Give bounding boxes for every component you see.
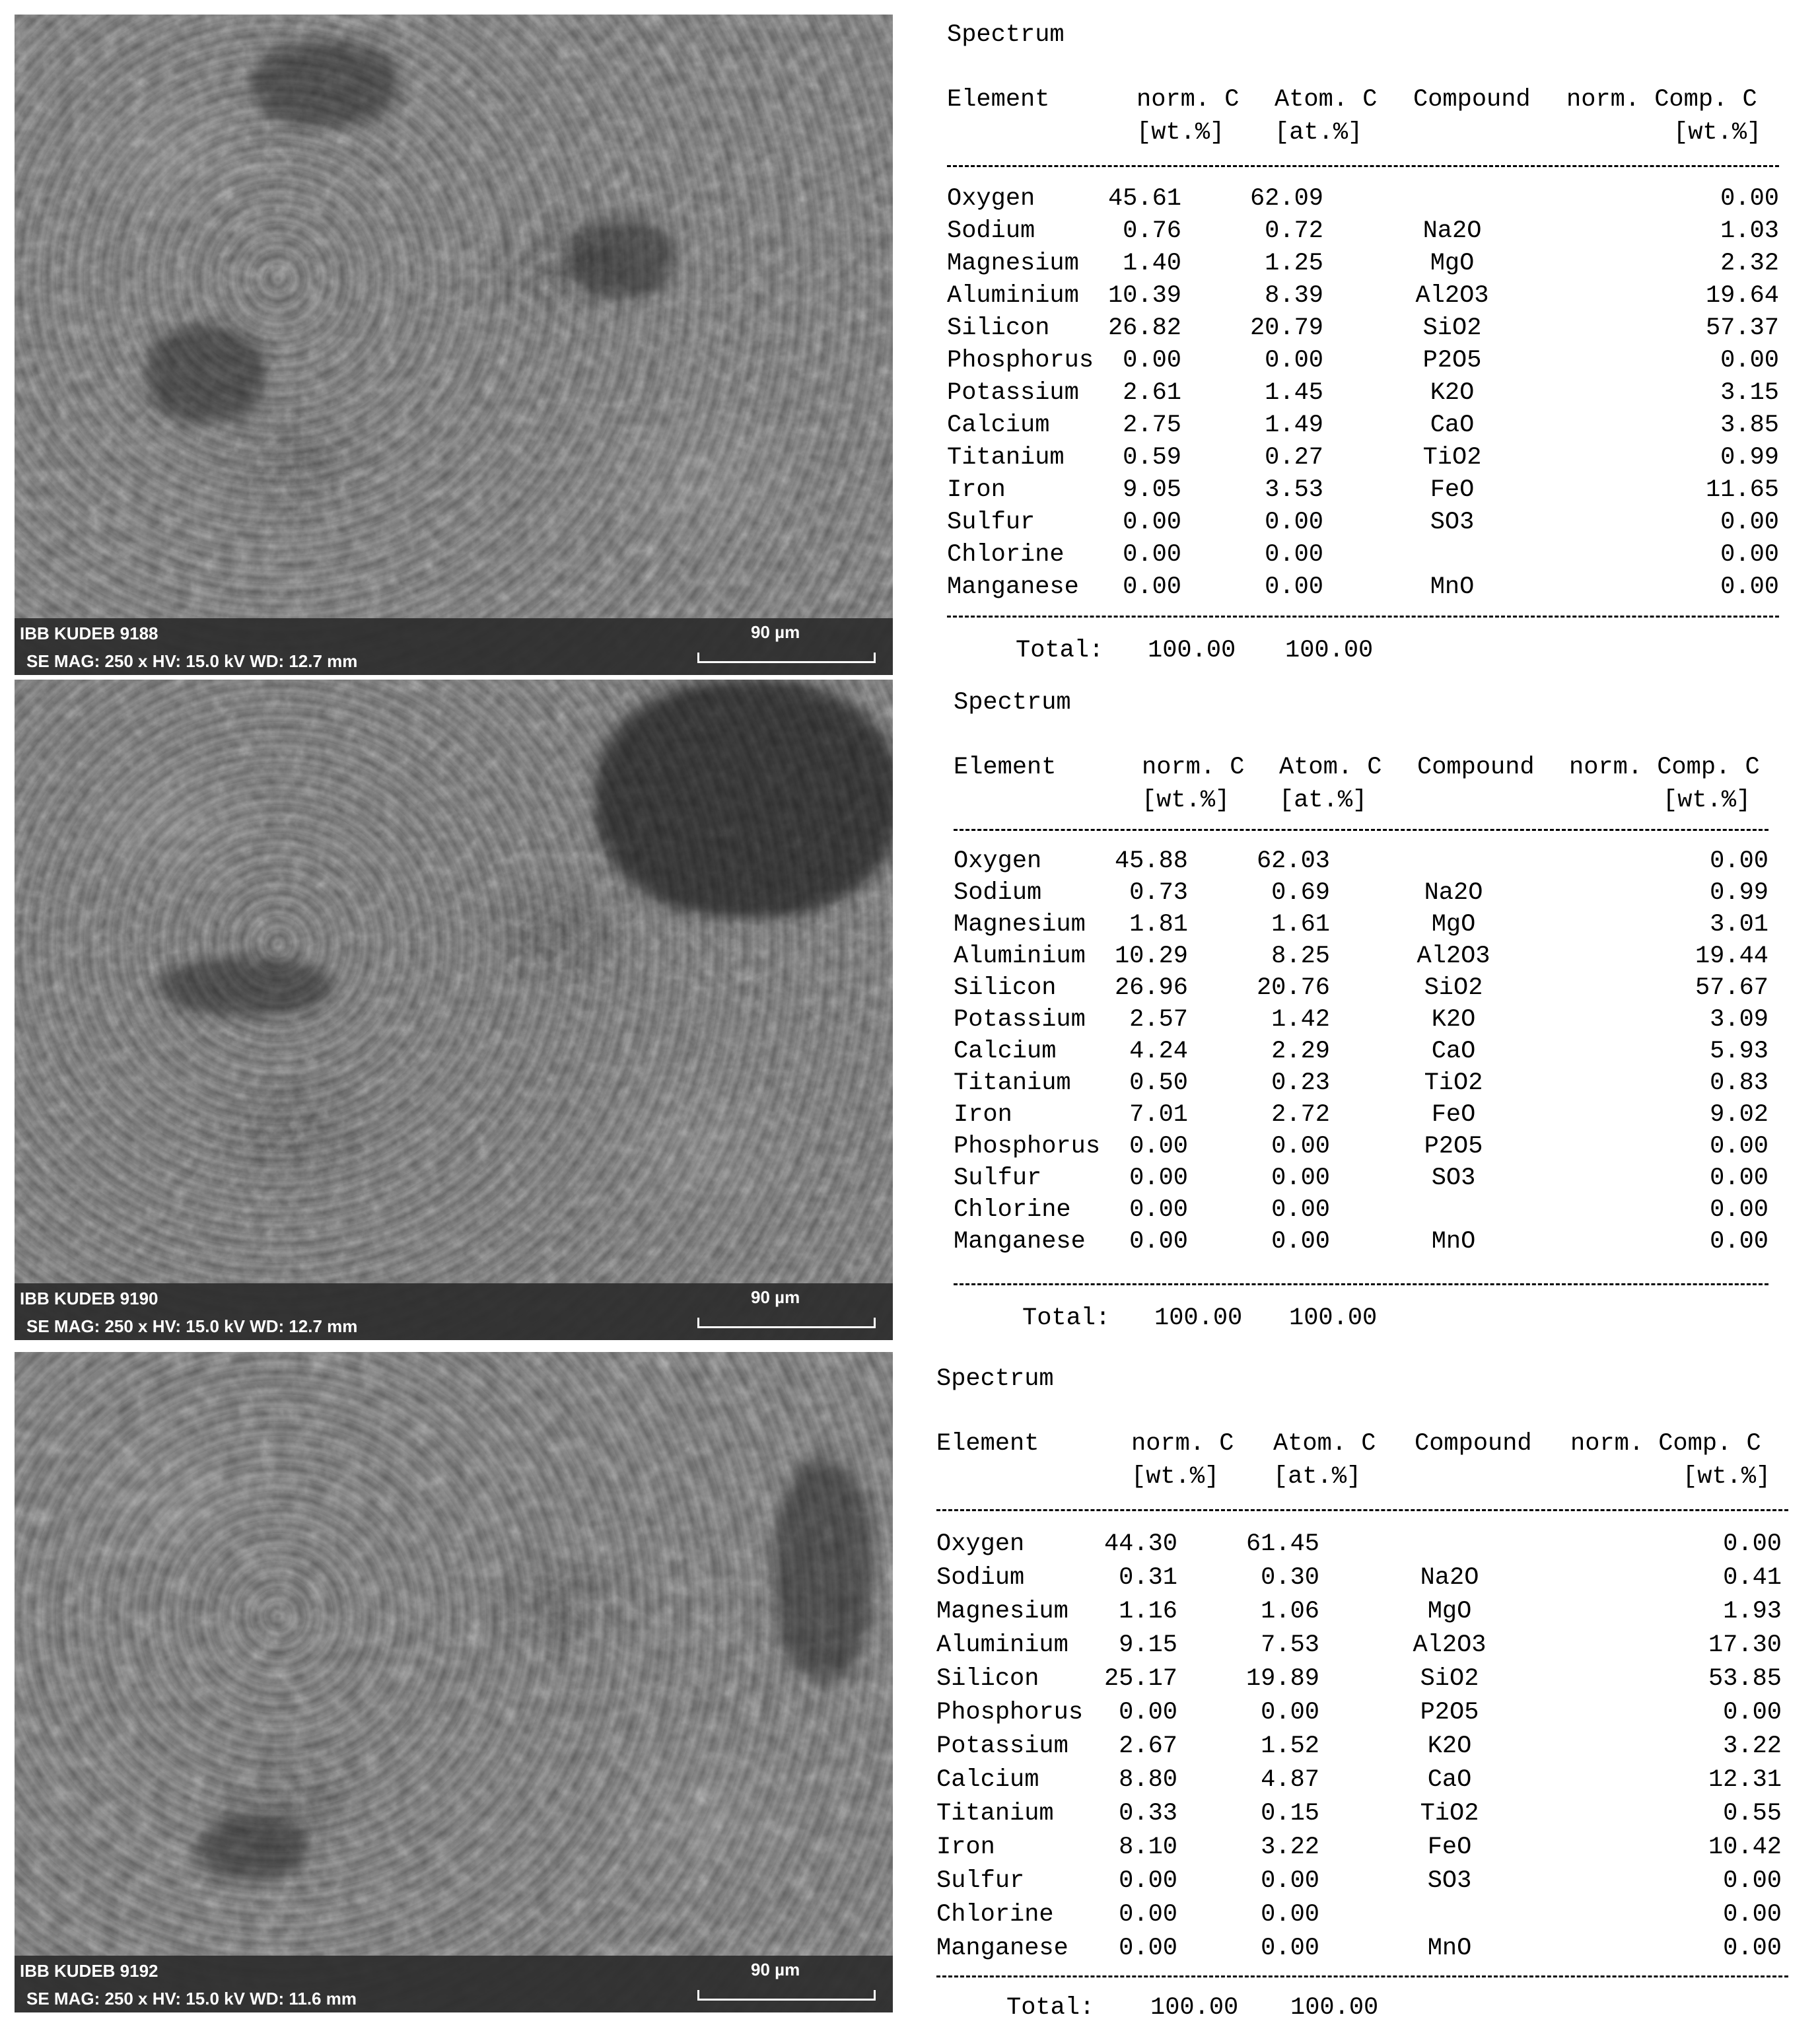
atom-c-value: 0.00: [1265, 541, 1323, 569]
compound-name: K2O: [1431, 1006, 1476, 1034]
unit-comp-wt: [wt.%]: [1673, 119, 1762, 147]
table-row: [936, 1833, 1795, 1866]
comp-c-value: 1.03: [1720, 217, 1779, 245]
norm-c-value: 0.00: [1119, 1699, 1177, 1726]
header-atom-c: Atom. C: [1279, 754, 1382, 781]
comp-c-value: 0.00: [1723, 1530, 1782, 1558]
table-row: [936, 1732, 1795, 1765]
norm-c-value: 45.88: [1114, 847, 1188, 875]
norm-c-value: 9.05: [1123, 476, 1181, 504]
norm-c-value: 8.10: [1119, 1833, 1177, 1861]
comp-c-value: 0.00: [1720, 573, 1779, 601]
compound-name: MgO: [1430, 250, 1475, 277]
divider: [936, 1509, 1788, 1511]
element-name: Silicon: [954, 974, 1057, 1002]
atom-c-value: 1.52: [1261, 1732, 1319, 1760]
table-row: [936, 1699, 1795, 1731]
comp-c-value: 0.00: [1723, 1901, 1782, 1929]
norm-c-value: 0.73: [1129, 879, 1188, 907]
compound-name: MnO: [1431, 1228, 1476, 1256]
compound-name: Na2O: [1420, 1564, 1479, 1592]
element-name: Sulfur: [947, 509, 1035, 536]
norm-c-value: 8.80: [1119, 1766, 1177, 1794]
element-name: Calcium: [936, 1766, 1039, 1794]
table-row: [936, 1800, 1795, 1832]
element-name: Oxygen: [947, 185, 1035, 213]
table-row: [947, 314, 1805, 347]
norm-c-value: 2.57: [1129, 1006, 1188, 1034]
table-row: [954, 1038, 1812, 1070]
norm-c-value: 2.61: [1123, 379, 1181, 407]
header-norm-c: norm. C: [1137, 86, 1240, 114]
norm-c-value: 0.00: [1123, 509, 1181, 536]
comp-c-value: 0.00: [1710, 1228, 1768, 1256]
table-row: [954, 911, 1812, 943]
element-name: Aluminium: [947, 282, 1079, 310]
comp-c-value: 3.01: [1710, 911, 1768, 939]
header-compound: Compound: [1413, 86, 1531, 114]
compound-name: SO3: [1427, 1867, 1472, 1895]
divider: [954, 829, 1768, 831]
atom-c-value: 0.00: [1265, 509, 1323, 536]
total-at: 100.00: [1289, 1304, 1378, 1332]
header-compound: Compound: [1415, 1430, 1532, 1458]
imaging-params: SE MAG: 250 x HV: 15.0 kV WD: 12.7 mm: [26, 651, 358, 671]
total-at: 100.00: [1285, 637, 1374, 664]
compound-name: MgO: [1427, 1598, 1472, 1625]
comp-c-value: 0.00: [1710, 1133, 1768, 1160]
comp-c-value: 9.02: [1710, 1101, 1768, 1129]
unit-comp-wt: [wt.%]: [1663, 787, 1751, 814]
header-compound: Compound: [1417, 754, 1535, 781]
element-name: Sulfur: [954, 1164, 1042, 1192]
element-name: Iron: [954, 1101, 1012, 1129]
scale-bar: [697, 1318, 876, 1328]
unit-at: [at.%]: [1279, 787, 1368, 814]
sem-micrograph: [15, 1352, 893, 2012]
compound-name: CaO: [1427, 1766, 1472, 1794]
element-name: Chlorine: [936, 1901, 1054, 1929]
atom-c-value: 62.03: [1256, 847, 1330, 875]
element-name: Titanium: [947, 444, 1065, 472]
compound-name: Na2O: [1424, 879, 1483, 907]
element-name: Magnesium: [936, 1598, 1068, 1625]
norm-c-value: 0.31: [1119, 1564, 1177, 1592]
norm-c-value: 0.00: [1119, 1867, 1177, 1895]
norm-c-value: 26.96: [1114, 974, 1188, 1002]
scale-bar: [697, 653, 876, 663]
table-row: [947, 379, 1805, 411]
element-name: Aluminium: [954, 942, 1086, 970]
total-wt: 100.00: [1154, 1304, 1243, 1332]
norm-c-value: 10.29: [1114, 942, 1188, 970]
scale-bar-label: 90 µm: [751, 1960, 800, 1979]
unit-wt: [wt.%]: [1137, 119, 1225, 147]
comp-c-value: 0.00: [1710, 1164, 1768, 1192]
header-norm-comp-c: norm. Comp. C: [1570, 1430, 1761, 1458]
comp-c-value: 0.00: [1710, 847, 1768, 875]
table-row: [936, 1901, 1795, 1933]
norm-c-value: 1.16: [1119, 1598, 1177, 1625]
sem-micrograph: [15, 15, 893, 675]
table-row: [947, 509, 1805, 541]
table-row: [936, 1564, 1795, 1596]
atom-c-value: 0.00: [1271, 1196, 1330, 1224]
element-name: Potassium: [947, 379, 1079, 407]
norm-c-value: 7.01: [1129, 1101, 1188, 1129]
norm-c-value: 0.33: [1119, 1800, 1177, 1828]
atom-c-value: 8.39: [1265, 282, 1323, 310]
atom-c-value: 2.29: [1271, 1038, 1330, 1065]
comp-c-value: 10.42: [1708, 1833, 1782, 1861]
atom-c-value: 62.09: [1249, 185, 1323, 213]
atom-c-value: 0.00: [1261, 1901, 1319, 1929]
divider: [947, 165, 1779, 167]
norm-c-value: 26.82: [1107, 314, 1181, 342]
comp-c-value: 0.41: [1723, 1564, 1782, 1592]
element-name: Sodium: [936, 1564, 1025, 1592]
comp-c-value: 0.00: [1720, 541, 1779, 569]
header-atom-c: Atom. C: [1275, 86, 1378, 114]
compound-name: FeO: [1430, 476, 1475, 504]
atom-c-value: 4.87: [1261, 1766, 1319, 1794]
table-row: [947, 347, 1805, 379]
atom-c-value: 2.72: [1271, 1101, 1330, 1129]
comp-c-value: 2.32: [1720, 250, 1779, 277]
comp-c-value: 0.00: [1720, 347, 1779, 374]
table-row: [936, 1631, 1795, 1664]
element-name: Chlorine: [947, 541, 1065, 569]
header-atom-c: Atom. C: [1273, 1430, 1376, 1458]
comp-c-value: 53.85: [1708, 1665, 1782, 1693]
atom-c-value: 1.61: [1271, 911, 1330, 939]
total-label: Total:: [1016, 637, 1104, 664]
comp-c-value: 0.00: [1723, 1867, 1782, 1895]
table-row: [936, 1935, 1795, 1967]
comp-c-value: 0.99: [1720, 444, 1779, 472]
norm-c-value: 0.00: [1123, 573, 1181, 601]
element-name: Silicon: [936, 1665, 1039, 1693]
atom-c-value: 0.23: [1271, 1069, 1330, 1097]
element-name: Sulfur: [936, 1867, 1025, 1895]
comp-c-value: 57.37: [1705, 314, 1779, 342]
atom-c-value: 0.72: [1265, 217, 1323, 245]
sample-id: IBB KUDEB 9192: [20, 1961, 158, 1981]
compound-name: Na2O: [1422, 217, 1482, 245]
atom-c-value: 0.00: [1265, 347, 1323, 374]
compound-name: TiO2: [1424, 1069, 1483, 1097]
table-row: [947, 282, 1805, 314]
table-row: [947, 444, 1805, 476]
compound-name: MgO: [1431, 911, 1476, 939]
table-row: [954, 1006, 1812, 1038]
table-row: [936, 1598, 1795, 1630]
norm-c-value: 0.59: [1123, 444, 1181, 472]
total-wt: 100.00: [1150, 1994, 1239, 2022]
compound-name: Al2O3: [1415, 282, 1489, 310]
element-name: Iron: [936, 1833, 995, 1861]
element-name: Potassium: [936, 1732, 1068, 1760]
comp-c-value: 11.65: [1705, 476, 1779, 504]
compound-name: FeO: [1427, 1833, 1472, 1861]
element-name: Phosphorus: [936, 1699, 1084, 1726]
total-label: Total:: [1022, 1304, 1111, 1332]
compound-name: MnO: [1427, 1935, 1472, 1962]
unit-at: [at.%]: [1275, 119, 1363, 147]
compound-name: K2O: [1427, 1732, 1472, 1760]
compound-name: SiO2: [1422, 314, 1482, 342]
comp-c-value: 1.93: [1723, 1598, 1782, 1625]
comp-c-value: 0.00: [1723, 1699, 1782, 1726]
comp-c-value: 3.15: [1720, 379, 1779, 407]
scale-bar-label: 90 µm: [751, 1287, 800, 1307]
unit-wt: [wt.%]: [1142, 787, 1230, 814]
atom-c-value: 61.45: [1245, 1530, 1319, 1558]
element-name: Titanium: [954, 1069, 1071, 1097]
table-row: [936, 1766, 1795, 1798]
norm-c-value: 1.40: [1123, 250, 1181, 277]
atom-c-value: 3.53: [1265, 476, 1323, 504]
scale-bar-label: 90 µm: [751, 622, 800, 642]
norm-c-value: 0.76: [1123, 217, 1181, 245]
header-norm-c: norm. C: [1142, 754, 1245, 781]
compound-name: Al2O3: [1417, 942, 1490, 970]
atom-c-value: 0.00: [1261, 1867, 1319, 1895]
atom-c-value: 19.89: [1245, 1665, 1319, 1693]
element-name: Iron: [947, 476, 1006, 504]
imaging-params: SE MAG: 250 x HV: 15.0 kV WD: 11.6 mm: [26, 1989, 357, 2009]
sample-id: IBB KUDEB 9188: [20, 623, 158, 643]
sample-id: IBB KUDEB 9190: [20, 1289, 158, 1308]
compound-name: K2O: [1430, 379, 1475, 407]
atom-c-value: 20.79: [1249, 314, 1323, 342]
compound-name: CaO: [1430, 411, 1475, 439]
element-name: Chlorine: [954, 1196, 1071, 1224]
header-norm-c: norm. C: [1131, 1430, 1234, 1458]
element-name: Aluminium: [936, 1631, 1068, 1659]
atom-c-value: 1.06: [1261, 1598, 1319, 1625]
atom-c-value: 0.00: [1261, 1699, 1319, 1726]
total-wt: 100.00: [1148, 637, 1236, 664]
atom-c-value: 0.69: [1271, 879, 1330, 907]
compound-name: P2O5: [1420, 1699, 1479, 1726]
element-name: Magnesium: [954, 911, 1086, 939]
atom-c-value: 1.45: [1265, 379, 1323, 407]
norm-c-value: 0.00: [1123, 347, 1181, 374]
element-name: Calcium: [954, 1038, 1057, 1065]
header-element: Element: [947, 86, 1050, 114]
norm-c-value: 2.67: [1119, 1732, 1177, 1760]
atom-c-value: 0.00: [1261, 1935, 1319, 1962]
table-row: [936, 1665, 1795, 1697]
norm-c-value: 10.39: [1107, 282, 1181, 310]
comp-c-value: 0.55: [1723, 1800, 1782, 1828]
norm-c-value: 0.50: [1129, 1069, 1188, 1097]
sem-micrograph: [15, 680, 893, 1340]
compound-name: SiO2: [1424, 974, 1483, 1002]
norm-c-value: 0.00: [1129, 1228, 1188, 1256]
comp-c-value: 3.85: [1720, 411, 1779, 439]
norm-c-value: 0.00: [1129, 1133, 1188, 1160]
norm-c-value: 0.00: [1119, 1901, 1177, 1929]
norm-c-value: 45.61: [1107, 185, 1181, 213]
atom-c-value: 7.53: [1261, 1631, 1319, 1659]
norm-c-value: 1.81: [1129, 911, 1188, 939]
norm-c-value: 44.30: [1103, 1530, 1177, 1558]
micrograph-texture: [15, 1352, 893, 2012]
comp-c-value: 19.44: [1695, 942, 1768, 970]
norm-c-value: 25.17: [1103, 1665, 1177, 1693]
divider: [954, 1283, 1768, 1285]
element-name: Manganese: [947, 573, 1079, 601]
comp-c-value: 5.93: [1710, 1038, 1768, 1065]
comp-c-value: 12.31: [1708, 1766, 1782, 1794]
element-name: Oxygen: [954, 847, 1042, 875]
comp-c-value: 0.99: [1710, 879, 1768, 907]
unit-wt: [wt.%]: [1131, 1463, 1220, 1491]
table-row: [954, 847, 1812, 880]
unit-comp-wt: [wt.%]: [1683, 1463, 1771, 1491]
total-at: 100.00: [1290, 1994, 1379, 2022]
header-norm-comp-c: norm. Comp. C: [1569, 754, 1760, 781]
micrograph-databar: [15, 1283, 893, 1340]
compound-name: TiO2: [1420, 1800, 1479, 1828]
element-name: Potassium: [954, 1006, 1086, 1034]
element-name: Calcium: [947, 411, 1050, 439]
table-row: [947, 476, 1805, 509]
norm-c-value: 0.00: [1129, 1196, 1188, 1224]
compound-name: Al2O3: [1413, 1631, 1487, 1659]
atom-c-value: 8.25: [1271, 942, 1330, 970]
table-row: [954, 1069, 1812, 1102]
table-row: [954, 1164, 1812, 1197]
table-row: [954, 1133, 1812, 1165]
norm-c-value: 0.00: [1129, 1164, 1188, 1192]
comp-c-value: 17.30: [1708, 1631, 1782, 1659]
table-row: [947, 185, 1805, 217]
compound-name: SiO2: [1420, 1665, 1479, 1693]
comp-c-value: 0.83: [1710, 1069, 1768, 1097]
norm-c-value: 4.24: [1129, 1038, 1188, 1065]
header-element: Element: [936, 1430, 1039, 1458]
divider: [936, 1975, 1788, 1977]
element-name: Oxygen: [936, 1530, 1025, 1558]
compound-name: TiO2: [1422, 444, 1482, 472]
comp-c-value: 0.00: [1723, 1935, 1782, 1962]
compound-name: SO3: [1431, 1164, 1476, 1192]
compound-name: FeO: [1431, 1101, 1476, 1129]
atom-c-value: 0.30: [1261, 1564, 1319, 1592]
table-row: [936, 1530, 1795, 1563]
atom-c-value: 1.25: [1265, 250, 1323, 277]
element-name: Sodium: [947, 217, 1035, 245]
comp-c-value: 0.00: [1720, 185, 1779, 213]
scale-bar: [697, 1990, 876, 2001]
atom-c-value: 0.00: [1265, 573, 1323, 601]
comp-c-value: 0.00: [1710, 1196, 1768, 1224]
table-row: [947, 250, 1805, 282]
unit-at: [at.%]: [1273, 1463, 1362, 1491]
norm-c-value: 2.75: [1123, 411, 1181, 439]
atom-c-value: 1.42: [1271, 1006, 1330, 1034]
micrograph-databar: [15, 618, 893, 675]
atom-c-value: 1.49: [1265, 411, 1323, 439]
compound-name: MnO: [1430, 573, 1475, 601]
compound-name: CaO: [1431, 1038, 1476, 1065]
spectrum-title: Spectrum: [936, 1365, 1054, 1393]
table-row: [954, 1196, 1812, 1228]
atom-c-value: 0.27: [1265, 444, 1323, 472]
micrograph-databar: [15, 1956, 893, 2012]
spectrum-title: Spectrum: [954, 689, 1071, 717]
atom-c-value: 0.00: [1271, 1228, 1330, 1256]
element-name: Phosphorus: [954, 1133, 1101, 1160]
compound-name: SO3: [1430, 509, 1475, 536]
table-row: [947, 411, 1805, 444]
atom-c-value: 0.00: [1271, 1164, 1330, 1192]
atom-c-value: 0.00: [1271, 1133, 1330, 1160]
atom-c-value: 3.22: [1261, 1833, 1319, 1861]
table-row: [954, 942, 1812, 975]
element-name: Magnesium: [947, 250, 1079, 277]
header-element: Element: [954, 754, 1057, 781]
table-row: [947, 573, 1805, 606]
table-row: [954, 1101, 1812, 1133]
table-row: [954, 1228, 1812, 1260]
element-name: Manganese: [936, 1935, 1068, 1962]
norm-c-value: 0.00: [1119, 1935, 1177, 1962]
table-row: [936, 1867, 1795, 1900]
table-row: [947, 217, 1805, 250]
element-name: Titanium: [936, 1800, 1054, 1828]
table-row: [947, 541, 1805, 573]
element-name: Phosphorus: [947, 347, 1094, 374]
table-row: [954, 879, 1812, 911]
table-row: [954, 974, 1812, 1007]
spectrum-title: Spectrum: [947, 21, 1065, 49]
comp-c-value: 0.00: [1720, 509, 1779, 536]
total-label: Total:: [1006, 1994, 1095, 2022]
comp-c-value: 57.67: [1695, 974, 1768, 1002]
compound-name: P2O5: [1424, 1133, 1483, 1160]
element-name: Silicon: [947, 314, 1050, 342]
element-name: Sodium: [954, 879, 1042, 907]
micrograph-texture: [15, 15, 893, 675]
atom-c-value: 20.76: [1256, 974, 1330, 1002]
comp-c-value: 3.09: [1710, 1006, 1768, 1034]
comp-c-value: 3.22: [1723, 1732, 1782, 1760]
divider: [947, 616, 1779, 618]
element-name: Manganese: [954, 1228, 1086, 1256]
norm-c-value: 9.15: [1119, 1631, 1177, 1659]
atom-c-value: 0.15: [1261, 1800, 1319, 1828]
header-norm-comp-c: norm. Comp. C: [1566, 86, 1757, 114]
imaging-params: SE MAG: 250 x HV: 15.0 kV WD: 12.7 mm: [26, 1316, 358, 1336]
compound-name: P2O5: [1422, 347, 1482, 374]
comp-c-value: 19.64: [1705, 282, 1779, 310]
norm-c-value: 0.00: [1123, 541, 1181, 569]
